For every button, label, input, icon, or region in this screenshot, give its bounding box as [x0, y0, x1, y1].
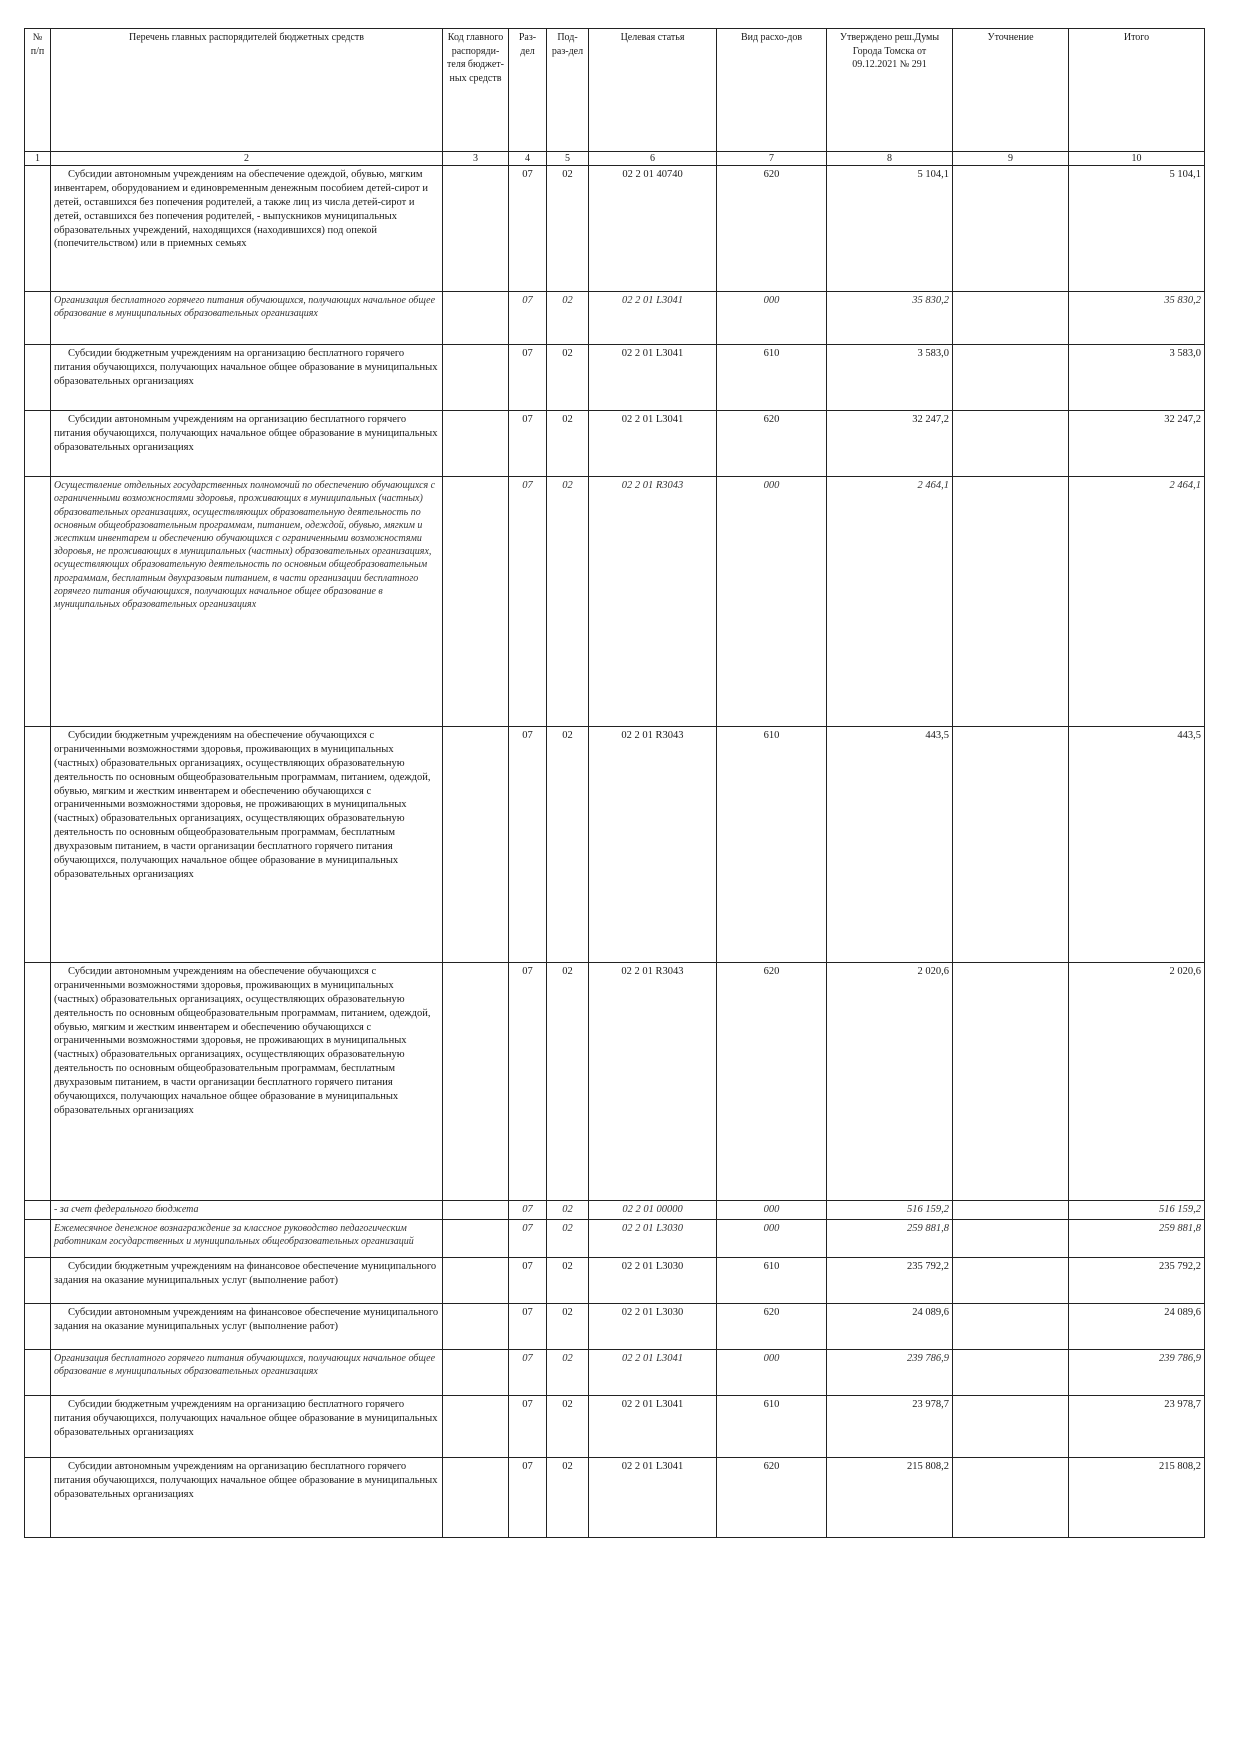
cell-approved: 443,5 [827, 727, 953, 963]
cell-num [25, 1258, 51, 1304]
cell-clarify [953, 1304, 1069, 1350]
cell-num [25, 1396, 51, 1458]
table-row [25, 727, 1205, 963]
cell-article: 02 2 01 L3041 [589, 1458, 717, 1538]
cell-podrazdel: 02 [547, 1201, 589, 1220]
cell-podrazdel: 02 [547, 1220, 589, 1258]
column-number: 6 [589, 152, 717, 166]
cell-approved: 24 089,6 [827, 1304, 953, 1350]
cell-article: 02 2 01 R3043 [589, 963, 717, 1201]
cell-vid: 610 [717, 345, 827, 411]
cell-total: 5 104,1 [1069, 166, 1205, 292]
cell-vid: 620 [717, 963, 827, 1201]
cell-name: Организация бесплатного горячего питания обучающихся, получающих начальное общее образование в муниципальных образовательных организациях [51, 292, 443, 345]
cell-approved: 35 830,2 [827, 292, 953, 345]
cell-total: 2 020,6 [1069, 963, 1205, 1201]
table-row [25, 411, 1205, 477]
cell-approved: 516 159,2 [827, 1201, 953, 1220]
cell-podrazdel: 02 [547, 292, 589, 345]
cell-approved: 239 786,9 [827, 1350, 953, 1396]
cell-clarify [953, 1458, 1069, 1538]
column-number: 10 [1069, 152, 1205, 166]
cell-total: 259 881,8 [1069, 1220, 1205, 1258]
header-razdel: Раз-дел [509, 29, 547, 152]
cell-name: Ежемесячное денежное вознаграждение за классное руководство педагогическим работникам государственных и муниципальных общеобразовательных организаций [51, 1220, 443, 1258]
cell-num [25, 1304, 51, 1350]
cell-razdel: 07 [509, 345, 547, 411]
table-row [25, 963, 1205, 1201]
cell-vid: 000 [717, 1220, 827, 1258]
cell-code [443, 963, 509, 1201]
cell-code [443, 1458, 509, 1538]
cell-approved: 32 247,2 [827, 411, 953, 477]
column-number-row [25, 152, 1205, 166]
header-code: Код главного распоряди-теля бюджет-ных средств [443, 29, 509, 152]
cell-approved: 215 808,2 [827, 1458, 953, 1538]
cell-vid: 000 [717, 292, 827, 345]
cell-razdel: 07 [509, 1350, 547, 1396]
column-number: 8 [827, 152, 953, 166]
cell-article: 02 2 01 L3041 [589, 1350, 717, 1396]
cell-code [443, 166, 509, 292]
cell-razdel: 07 [509, 477, 547, 727]
cell-name: Субсидии бюджетным учреждениям на организацию бесплатного горячего питания обучающихся, получающих начальное общее образование в муниципальных образовательных организациях [51, 1396, 443, 1458]
header-num: № п/п [25, 29, 51, 152]
cell-name: Субсидии автономным учреждениям на организацию бесплатного горячего питания обучающихся, получающих начальное общее образование в муниципальных образовательных организациях [51, 1458, 443, 1538]
header-podrazdel: Под-раз-дел [547, 29, 589, 152]
cell-razdel: 07 [509, 1220, 547, 1258]
budget-sheet [24, 28, 1204, 1538]
table-row [25, 292, 1205, 345]
cell-vid: 000 [717, 1350, 827, 1396]
header-approved: Утверждено реш.Думы Города Томска от 09.12.2021 № 291 [827, 29, 953, 152]
cell-name: Субсидии бюджетным учреждениям на обеспечение обучающихся с ограниченными возможностями здоровья, проживающих в муниципальных (частных) образовательных организациях, осуществляющих образовательную деятельность по основным общеобразовательным программам, питанием, одеждой, обувью, мягким и жестким инвентарем и обеспечению обучающихся с ограниченными возможностями здоровья, не проживающих в муниципальных (частных) образовательных организациях, осуществляющих образовательную деятельность по основным общеобразовательным программам, бесплатным двухразовым питанием, в части организации бесплатного горячего питания обучающихся, получающих начальное общее образование в муниципальных образовательных организациях [51, 727, 443, 963]
cell-clarify [953, 345, 1069, 411]
cell-razdel: 07 [509, 1258, 547, 1304]
cell-podrazdel: 02 [547, 166, 589, 292]
cell-clarify [953, 963, 1069, 1201]
cell-num [25, 345, 51, 411]
cell-code [443, 1220, 509, 1258]
cell-total: 443,5 [1069, 727, 1205, 963]
cell-article: 02 2 01 R3043 [589, 727, 717, 963]
cell-vid: 000 [717, 1201, 827, 1220]
cell-article: 02 2 01 L3030 [589, 1258, 717, 1304]
header-name: Перечень главных распорядителей бюджетных средств [51, 29, 443, 152]
header-row [25, 29, 1205, 152]
cell-num [25, 292, 51, 345]
cell-vid: 620 [717, 166, 827, 292]
cell-code [443, 411, 509, 477]
cell-total: 35 830,2 [1069, 292, 1205, 345]
cell-clarify [953, 1350, 1069, 1396]
table-body [25, 166, 1205, 1538]
cell-approved: 259 881,8 [827, 1220, 953, 1258]
cell-total: 23 978,7 [1069, 1396, 1205, 1458]
cell-vid: 620 [717, 411, 827, 477]
cell-total: 32 247,2 [1069, 411, 1205, 477]
column-number: 2 [51, 152, 443, 166]
cell-clarify [953, 477, 1069, 727]
table-row [25, 1220, 1205, 1258]
cell-podrazdel: 02 [547, 963, 589, 1201]
table-row [25, 1396, 1205, 1458]
cell-approved: 3 583,0 [827, 345, 953, 411]
cell-podrazdel: 02 [547, 1304, 589, 1350]
cell-code [443, 1258, 509, 1304]
column-number: 5 [547, 152, 589, 166]
cell-podrazdel: 02 [547, 1350, 589, 1396]
cell-vid: 620 [717, 1458, 827, 1538]
cell-total: 24 089,6 [1069, 1304, 1205, 1350]
table-row [25, 1304, 1205, 1350]
table-row [25, 1258, 1205, 1304]
cell-podrazdel: 02 [547, 345, 589, 411]
table-row [25, 1201, 1205, 1220]
cell-podrazdel: 02 [547, 411, 589, 477]
cell-vid: 620 [717, 1304, 827, 1350]
cell-razdel: 07 [509, 1201, 547, 1220]
cell-razdel: 07 [509, 1458, 547, 1538]
header-vid: Вид расхо-дов [717, 29, 827, 152]
column-number: 7 [717, 152, 827, 166]
cell-clarify [953, 166, 1069, 292]
cell-code [443, 1350, 509, 1396]
cell-approved: 23 978,7 [827, 1396, 953, 1458]
cell-razdel: 07 [509, 1304, 547, 1350]
cell-article: 02 2 01 00000 [589, 1201, 717, 1220]
table-row [25, 345, 1205, 411]
cell-vid: 610 [717, 1258, 827, 1304]
cell-vid: 610 [717, 1396, 827, 1458]
cell-num [25, 1201, 51, 1220]
cell-code [443, 1304, 509, 1350]
header-clarify: Уточнение [953, 29, 1069, 152]
cell-article: 02 2 01 L3041 [589, 411, 717, 477]
cell-total: 215 808,2 [1069, 1458, 1205, 1538]
cell-approved: 5 104,1 [827, 166, 953, 292]
column-number: 3 [443, 152, 509, 166]
cell-num [25, 1220, 51, 1258]
cell-article: 02 2 01 40740 [589, 166, 717, 292]
cell-code [443, 727, 509, 963]
cell-total: 235 792,2 [1069, 1258, 1205, 1304]
cell-name: Субсидии бюджетным учреждениям на финансовое обеспечение муниципального задания на оказание муниципальных услуг (выполнение работ) [51, 1258, 443, 1304]
cell-num [25, 1458, 51, 1538]
cell-num [25, 963, 51, 1201]
cell-num [25, 727, 51, 963]
cell-vid: 000 [717, 477, 827, 727]
cell-article: 02 2 01 L3041 [589, 345, 717, 411]
cell-article: 02 2 01 L3041 [589, 292, 717, 345]
cell-clarify [953, 411, 1069, 477]
cell-name: Субсидии автономным учреждениям на обеспечение обучающихся с ограниченными возможностями здоровья, проживающих в муниципальных (частных) образовательных организациях, осуществляющих образовательную деятельность по основным общеобразовательным программам, питанием, одеждой, обувью, мягким и жестким инвентарем и обеспечению обучающихся с ограниченными возможностями здоровья, не проживающих в муниципальных (частных) образовательных организациях, осуществляющих образовательную деятельность по основным общеобразовательным программам, бесплатным двухразовым питанием, в части организации бесплатного горячего питания обучающихся, получающих начальное общее образование в муниципальных образовательных организациях [51, 963, 443, 1201]
cell-total: 239 786,9 [1069, 1350, 1205, 1396]
table-row [25, 1350, 1205, 1396]
cell-razdel: 07 [509, 166, 547, 292]
cell-name: Осуществление отдельных государственных полномочий по обеспечению обучающихся с ограниченными возможностями здоровья, проживающих в муниципальных (частных) образовательных организациях, осуществляющих образовательную деятельность по основным общеобразовательным программам, питанием, одеждой, обувью, мягким и жестким инвентарем и обеспечению обучающихся с ограниченными возможностями здоровья, не проживающих в муниципальных (частных) образовательных организациях, осуществляющих образовательную деятельность по основным общеобразовательным программам, бесплатным двухразовым питанием, в части организации бесплатного горячего питания обучающихся, получающих начальное общее образование в муниципальных образовательных организациях [51, 477, 443, 727]
cell-podrazdel: 02 [547, 1258, 589, 1304]
cell-code [443, 292, 509, 345]
header-total: Итого [1069, 29, 1205, 152]
cell-razdel: 07 [509, 727, 547, 963]
cell-clarify [953, 1220, 1069, 1258]
cell-name: Субсидии автономным учреждениям на финансовое обеспечение муниципального задания на оказание муниципальных услуг (выполнение работ) [51, 1304, 443, 1350]
cell-clarify [953, 727, 1069, 963]
cell-podrazdel: 02 [547, 1396, 589, 1458]
header-article: Целевая статья [589, 29, 717, 152]
cell-clarify [953, 1258, 1069, 1304]
cell-podrazdel: 02 [547, 1458, 589, 1538]
cell-article: 02 2 01 L3030 [589, 1220, 717, 1258]
cell-total: 2 464,1 [1069, 477, 1205, 727]
cell-total: 3 583,0 [1069, 345, 1205, 411]
cell-approved: 2 464,1 [827, 477, 953, 727]
cell-article: 02 2 01 L3030 [589, 1304, 717, 1350]
cell-code [443, 477, 509, 727]
column-number: 9 [953, 152, 1069, 166]
cell-num [25, 1350, 51, 1396]
cell-num [25, 166, 51, 292]
table-row [25, 166, 1205, 292]
cell-vid: 610 [717, 727, 827, 963]
cell-name: Субсидии автономным учреждениям на обеспечение одеждой, обувью, мягким инвентарем, оборудованием и единовременным денежным пособием детей-сирот и детей, оставшихся без попечения родителей, а также лиц из числа детей-сирот и детей, оставшихся без попечения родителей, - выпускников муниципальных образовательных учреждений, находящихся (находившихся) под опекой (попечительством) или в приемных семьях [51, 166, 443, 292]
cell-name: Организация бесплатного горячего питания обучающихся, получающих начальное общее образование в муниципальных образовательных организациях [51, 1350, 443, 1396]
cell-article: 02 2 01 R3043 [589, 477, 717, 727]
cell-total: 516 159,2 [1069, 1201, 1205, 1220]
cell-razdel: 07 [509, 963, 547, 1201]
budget-table [24, 28, 1205, 1538]
cell-approved: 2 020,6 [827, 963, 953, 1201]
cell-razdel: 07 [509, 1396, 547, 1458]
cell-article: 02 2 01 L3041 [589, 1396, 717, 1458]
cell-code [443, 345, 509, 411]
cell-code [443, 1396, 509, 1458]
cell-clarify [953, 292, 1069, 345]
column-number: 1 [25, 152, 51, 166]
table-row [25, 477, 1205, 727]
cell-clarify [953, 1201, 1069, 1220]
cell-num [25, 411, 51, 477]
cell-num [25, 477, 51, 727]
cell-razdel: 07 [509, 411, 547, 477]
cell-name: Субсидии бюджетным учреждениям на организацию бесплатного горячего питания обучающихся, получающих начальное общее образование в муниципальных образовательных организациях [51, 345, 443, 411]
cell-razdel: 07 [509, 292, 547, 345]
cell-code [443, 1201, 509, 1220]
cell-podrazdel: 02 [547, 477, 589, 727]
cell-clarify [953, 1396, 1069, 1458]
table-row [25, 1458, 1205, 1538]
cell-name: - за счет федерального бюджета [51, 1201, 443, 1220]
cell-approved: 235 792,2 [827, 1258, 953, 1304]
column-number: 4 [509, 152, 547, 166]
cell-podrazdel: 02 [547, 727, 589, 963]
cell-name: Субсидии автономным учреждениям на организацию бесплатного горячего питания обучающихся, получающих начальное общее образование в муниципальных образовательных организациях [51, 411, 443, 477]
